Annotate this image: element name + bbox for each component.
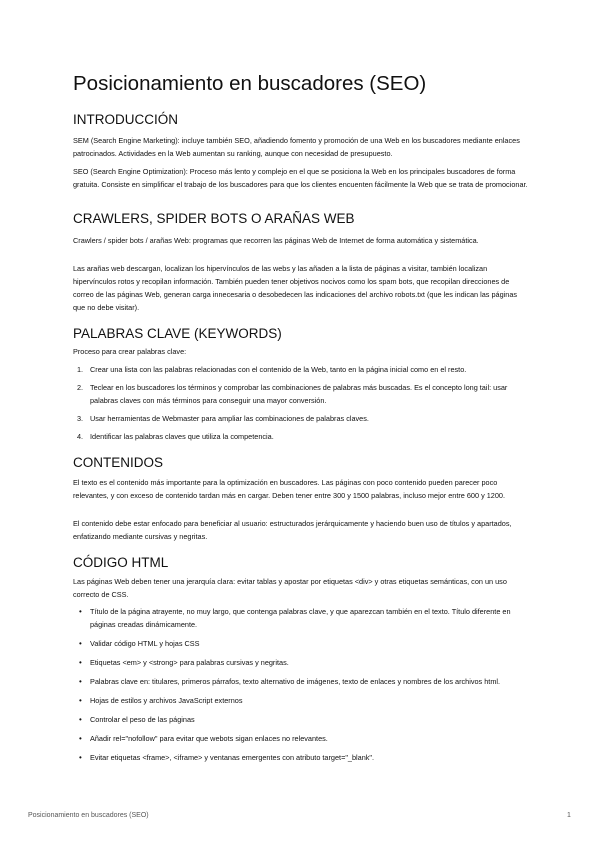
list-item: 2. Teclear en los buscadores los términos y comprobar las combinaciones de palabras más buscadas. Es el concepto long tail: usar palabras claves con más términos para conseguir una mayor conversión.	[77, 383, 508, 405]
heading-crawlers: CRAWLERS, SPIDER BOTS O ARAÑAS WEB	[73, 211, 355, 226]
paragraph: Crawlers / spider bots / arañas Web: programas que recorren las páginas Web de Internet de forma automática y sistemática.	[73, 236, 479, 245]
heading-introduccion: INTRODUCCIÓN	[73, 112, 178, 127]
list-item: 4. Identificar las palabras claves que utiliza la competencia.	[77, 432, 274, 441]
heading-codigo-html: CÓDIGO HTML	[73, 555, 169, 570]
list-item: • Hojas de estilos y archivos JavaScript externos	[79, 696, 243, 705]
html-tips-list	[73, 605, 528, 764]
list-item: • Evitar etiquetas <frame>, <iframe> y ventanas emergentes con atributo target="_blank".	[79, 753, 375, 762]
list-item: • Etiquetas <em> y <strong> para palabras cursivas y negritas.	[79, 658, 289, 667]
list-item: 1. Crear una lista con las palabras relacionadas con el contenido de la Web, tanto en la página inicial como en el resto.	[77, 365, 467, 374]
paragraph: Las arañas web descargan, localizan los hipervínculos de las webs y las añaden a la lista de páginas a visitar, también localizan hipervínculos rotos y recopilan información. También pueden tener objetivos nocivos como los spam bots, que recopilan direcciones de correo de las páginas Web, generan carga innecesaria o desobedecen las indicaciones del archivo robots.txt (que les indican las páginas que no debe visitar).	[73, 264, 518, 312]
heading-palabras-clave: PALABRAS CLAVE (KEYWORDS)	[73, 326, 282, 341]
footer-title: Posicionamiento en buscadores (SEO)	[28, 812, 149, 819]
list-item: • Palabras clave en: titulares, primeros párrafos, texto alternativo de imágenes, texto de enlaces y nombres de los archivos html.	[79, 677, 501, 686]
document-title: Posicionamiento en buscadores (SEO)	[73, 72, 427, 95]
footer-page-number: 1	[567, 812, 571, 819]
list-item: 3. Usar herramientas de Webmaster para ampliar las combinaciones de palabras claves.	[77, 414, 369, 423]
paragraph: Proceso para crear palabras clave:	[73, 347, 187, 356]
paragraph: SEM (Search Engine Marketing): incluye también SEO, añadiendo fomento y promoción de una Web en los buscadores mediante enlaces patrocinados. Actividades en la Web aumentan su ranking, aunque con necesidad de presupuesto.	[73, 136, 520, 158]
paragraph: Las páginas Web deben tener una jerarquía clara: evitar tablas y apostar por etiquetas <div> y otras etiquetas semánticas, con un uso correcto de CSS.	[73, 577, 507, 599]
heading-contenidos: CONTENIDOS	[73, 455, 164, 470]
paragraph: SEO (Search Engine Optimization): Proceso más lento y complejo en el que se posiciona la Web en los principales buscadores de forma gratuita. Consiste en simplificar el trabajo de los buscadores para que los clientes encuenten fácilmente la Web que se trata de promocionar.	[73, 167, 528, 189]
list-item: • Título de la página atrayente, no muy largo, que contenga palabras clave, y que aparezcan también en el texto. Título diferente en páginas creadas dinámicamente.	[79, 607, 511, 629]
paragraph: El contenido debe estar enfocado para beneficiar al usuario: estructurados jerárquicamente y haciendo buen uso de títulos y apartados, enfatizando mediante cursivas y negritas.	[73, 519, 512, 541]
list-item: • Validar código HTML y hojas CSS	[79, 639, 200, 648]
keyword-steps-list	[73, 363, 528, 443]
paragraph: El texto es el contenido más importante para la optimización en buscadores. Las páginas con poco contenido pueden parecer poco relevantes, y con exceso de contenido tardan más en cargar. Deben tener entre 300 y 1500 palabras, incluso mejor entre 600 y 1200.	[73, 478, 506, 500]
list-item: • Añadir rel="nofollow" para evitar que webots sigan enlaces no relevantes.	[79, 734, 328, 743]
list-item: • Controlar el peso de las páginas	[79, 715, 195, 724]
